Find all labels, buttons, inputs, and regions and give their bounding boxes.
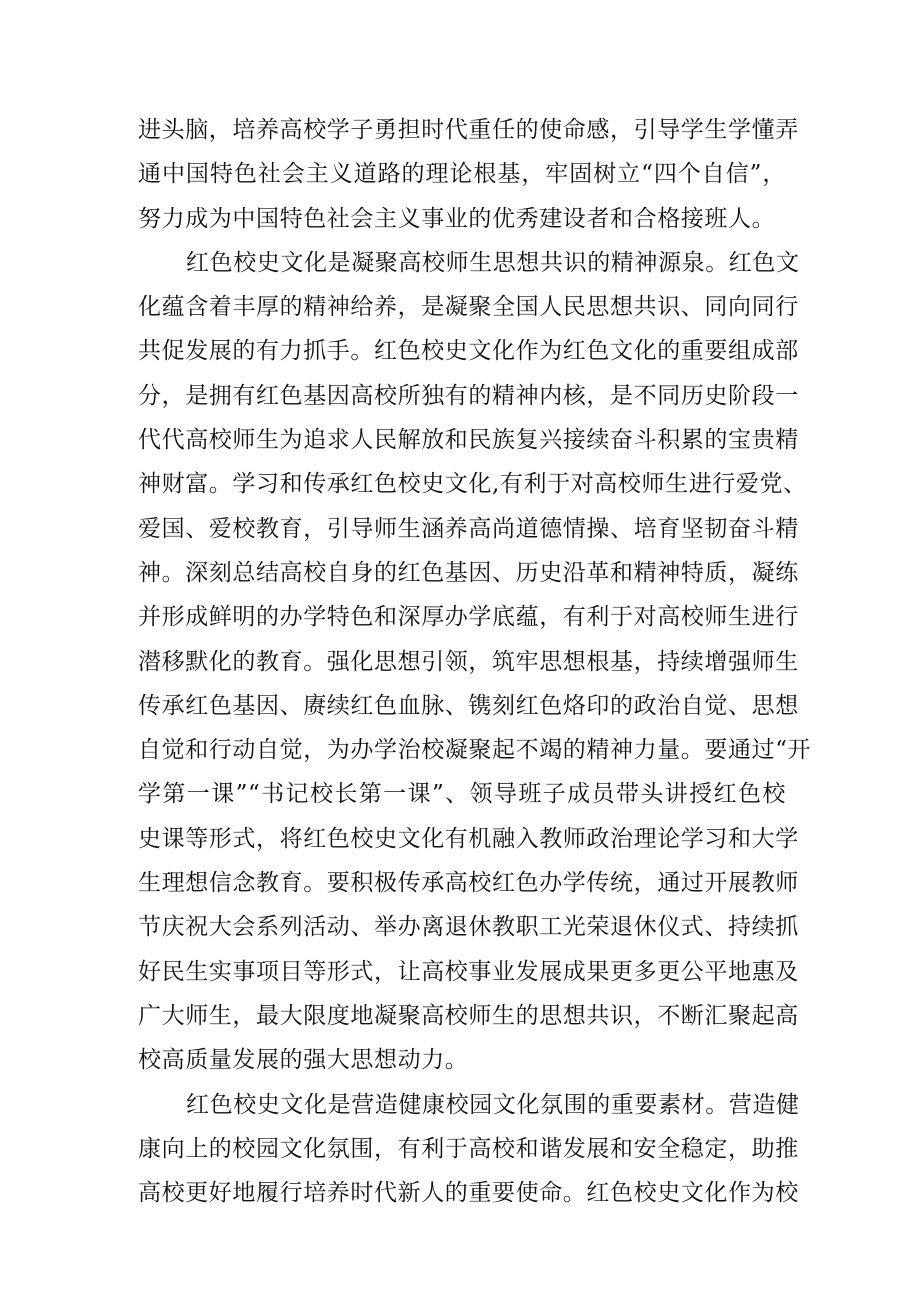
text-line: 传承红色基因、赓续红色血脉、镌刻红色烙印的政治自觉、思想 [138, 692, 799, 719]
text-line: 分，是拥有红色基因高校所独有的精神内核，是不同历史阶段一 [138, 382, 799, 409]
text-line: 好民生实事项目等形式，让高校事业发展成果更多更公平地惠及 [138, 958, 799, 985]
text-line: 康向上的校园文化氛围，有利于高校和谐发展和安全稳定，助推 [138, 1135, 799, 1162]
text-line: 自觉和行动自觉，为办学治校凝聚起不竭的精神力量。要通过“开 [138, 737, 812, 764]
text-line: 化蕴含着丰厚的精神给养，是凝聚全国人民思想共识、同向同行 [138, 294, 799, 321]
text-line: 进头脑，培养高校学子勇担时代重任的使命感，引导学生学懂弄 [138, 117, 799, 143]
text-line: 并形成鲜明的办学特色和深厚办学底蕴，有利于对高校师生进行 [138, 604, 799, 631]
text-line: 节庆祝大会系列活动、举办离退休教职工光荣退休仪式、持续抓 [138, 914, 799, 941]
text-line: 通中国特色社会主义道路的理论根基，牢固树立“四个自信”， [138, 161, 786, 188]
text-line: 广大师生，最大限度地凝聚高校师生的思想共识，不断汇聚起高 [138, 1002, 799, 1029]
paragraph-3 [138, 1083, 800, 1216]
text-line: 生理想信念教育。要积极传承高校红色办学传统，通过开展教师 [138, 870, 799, 897]
text-line: 校高质量发展的强大思想动力。 [138, 1047, 469, 1074]
text-line: 学第一课”“书记校长第一课”、领导班子成员带头讲授红色校 [138, 781, 786, 808]
paragraph-2 [138, 241, 812, 1083]
text-line: 爱国、爱校教育，引导师生涵养高尚道德情操、培育坚韧奋斗精 [138, 515, 799, 542]
text-line: 红色校史文化是营造健康校园文化氛围的重要素材。营造健 [186, 1091, 800, 1118]
text-line: 神。深刻总结高校自身的红色基因、历史沿革和精神特质，凝练 [138, 559, 799, 586]
text-line: 共促发展的有力抓手。红色校史文化作为红色文化的重要组成部 [138, 338, 799, 365]
text-line: 神财富。学习和传承红色校史文化,有利于对高校师生进行爱党、 [138, 471, 807, 498]
text-line: 努力成为中国特色社会主义事业的优秀建设者和合格接班人。 [138, 205, 776, 232]
paragraph-1 [138, 108, 799, 241]
text-line: 高校更好地履行培养时代新人的重要使命。红色校史文化作为校 [138, 1180, 799, 1207]
text-line: 史课等形式，将红色校史文化有机融入教师政治理论学习和大学 [138, 825, 799, 852]
body-text [138, 108, 812, 1215]
text-line: 潜移默化的教育。强化思想引领，筑牢思想根基，持续增强师生 [138, 648, 799, 675]
text-line: 红色校史文化是凝聚高校师生思想共识的精神源泉。红色文 [186, 249, 800, 276]
text-line: 代代高校师生为追求人民解放和民族复兴接续奋斗积累的宝贵精 [138, 427, 799, 454]
